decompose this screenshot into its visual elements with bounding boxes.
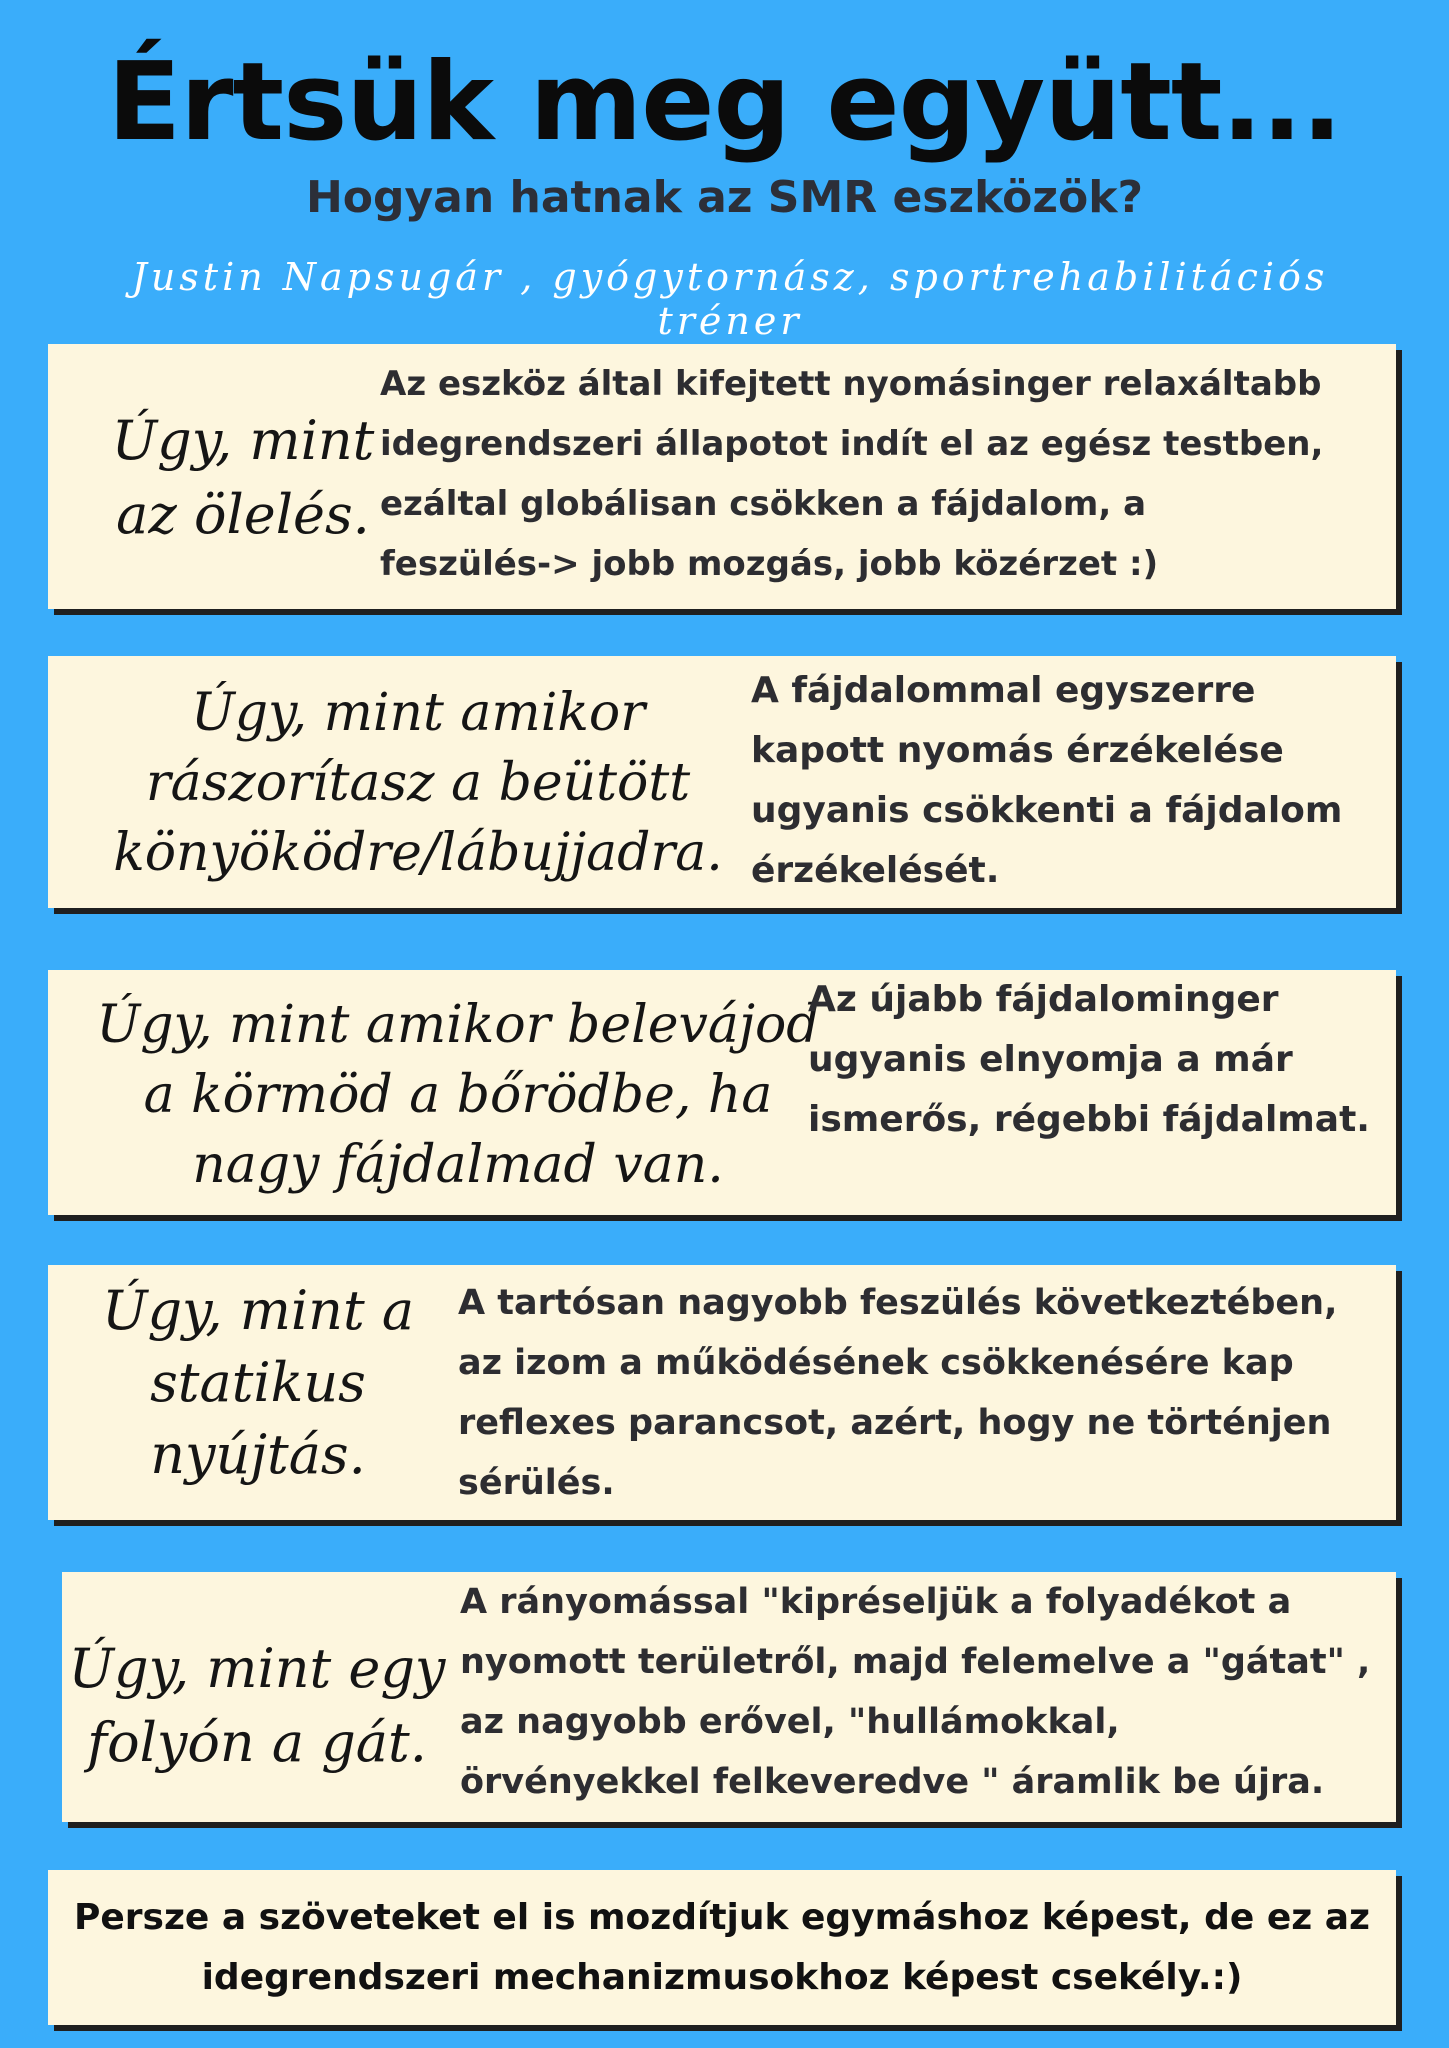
footer-line: Persze a szöveteket el is mozdítjuk egymáshoz képest, de ez az — [73, 1897, 1371, 1938]
script-line: Úgy, mint — [111, 409, 375, 472]
card-1-script-analogy — [78, 404, 408, 552]
text-line: ismerős, régebbi fájdalmat. — [808, 1099, 1370, 1140]
text-line: reflexes parancsot, azért, hogy ne történjen — [458, 1403, 1332, 1443]
analogy-card-5 — [62, 1572, 1396, 1822]
text-line: sérülés. — [458, 1463, 615, 1503]
page-subtitle: Hogyan hatnak az SMR eszközök? — [305, 172, 1144, 223]
analogy-card-2 — [48, 656, 1396, 908]
script-line: az ölelés. — [116, 483, 370, 546]
script-line: könyöködre/lábujjadra. — [113, 823, 723, 883]
text-line: idegrendszeri állapotot indít el az egész testben, — [380, 424, 1324, 464]
text-line: Az eszköz által kifejtett nyomásinger relaxáltabb — [380, 364, 1322, 404]
analogy-card-1 — [48, 344, 1396, 609]
script-line: Úgy, mint amikor — [190, 683, 646, 743]
text-line: A tartósan nagyobb feszülés következtében, — [458, 1283, 1338, 1323]
text-line: az nagyobb erővel, "hullámokkal, — [460, 1702, 1120, 1742]
card-5-explanation — [460, 1572, 1370, 1812]
script-line: a körmöd a bőrödbe, ha — [143, 1065, 773, 1125]
script-line: Úgy, mint egy — [68, 1637, 446, 1700]
script-line: Úgy, mint amikor belevájod — [96, 995, 820, 1055]
card-3-script-analogy — [68, 990, 848, 1200]
script-line: nagy fájdalmad van. — [192, 1135, 724, 1195]
page-title: Értsük meg együtt... — [107, 40, 1342, 165]
analogy-card-4 — [48, 1265, 1396, 1520]
card-4-script-analogy — [88, 1275, 428, 1491]
script-line: statikus — [150, 1351, 366, 1414]
card-2-script-analogy — [68, 678, 768, 888]
script-line: folyón a gát. — [87, 1711, 427, 1774]
author-signature: Justin Napsugár , gyógytornász, sportrehabilitációs tréner — [131, 255, 1329, 343]
card-4-explanation — [458, 1273, 1337, 1513]
text-line: ugyanis csökkenti a fájdalom — [751, 790, 1343, 831]
footer-line: idegrendszeri mechanizmusokhoz képest csekély.:) — [201, 1957, 1243, 1998]
text-line: A fájdalommal egyszerre — [751, 670, 1256, 711]
card-1-explanation — [380, 354, 1323, 594]
script-line: rászorítasz a beütött — [145, 753, 691, 813]
analogy-card-3 — [48, 970, 1396, 1215]
text-line: A rányomással "kipréseljük a folyadékot a — [460, 1582, 1292, 1622]
card-5-script-analogy — [62, 1632, 452, 1780]
footer-note — [48, 1888, 1396, 2008]
card-2-explanation — [751, 661, 1342, 901]
text-line: Az újabb fájdalominger — [808, 979, 1279, 1020]
card-3-explanation — [808, 970, 1370, 1150]
footer-card — [48, 1870, 1396, 2025]
text-line: nyomott területről, majd felemelve a "gátat" , — [460, 1642, 1371, 1682]
text-line: az izom a működésének csökkenésére kap — [458, 1343, 1294, 1383]
text-line: örvényekkel felkeveredve " áramlik be újra. — [460, 1762, 1325, 1802]
script-line: Úgy, mint a — [101, 1279, 415, 1342]
text-line: ezáltal globálisan csökken a fájdalom, a — [380, 484, 1147, 524]
script-line: nyújtás. — [150, 1423, 366, 1486]
text-line: kapott nyomás érzékelése — [751, 730, 1284, 771]
text-line: ugyanis elnyomja a már — [808, 1039, 1293, 1080]
text-line: feszülés-> jobb mozgás, jobb közérzet :) — [380, 544, 1159, 584]
text-line: érzékelését. — [751, 850, 1000, 891]
